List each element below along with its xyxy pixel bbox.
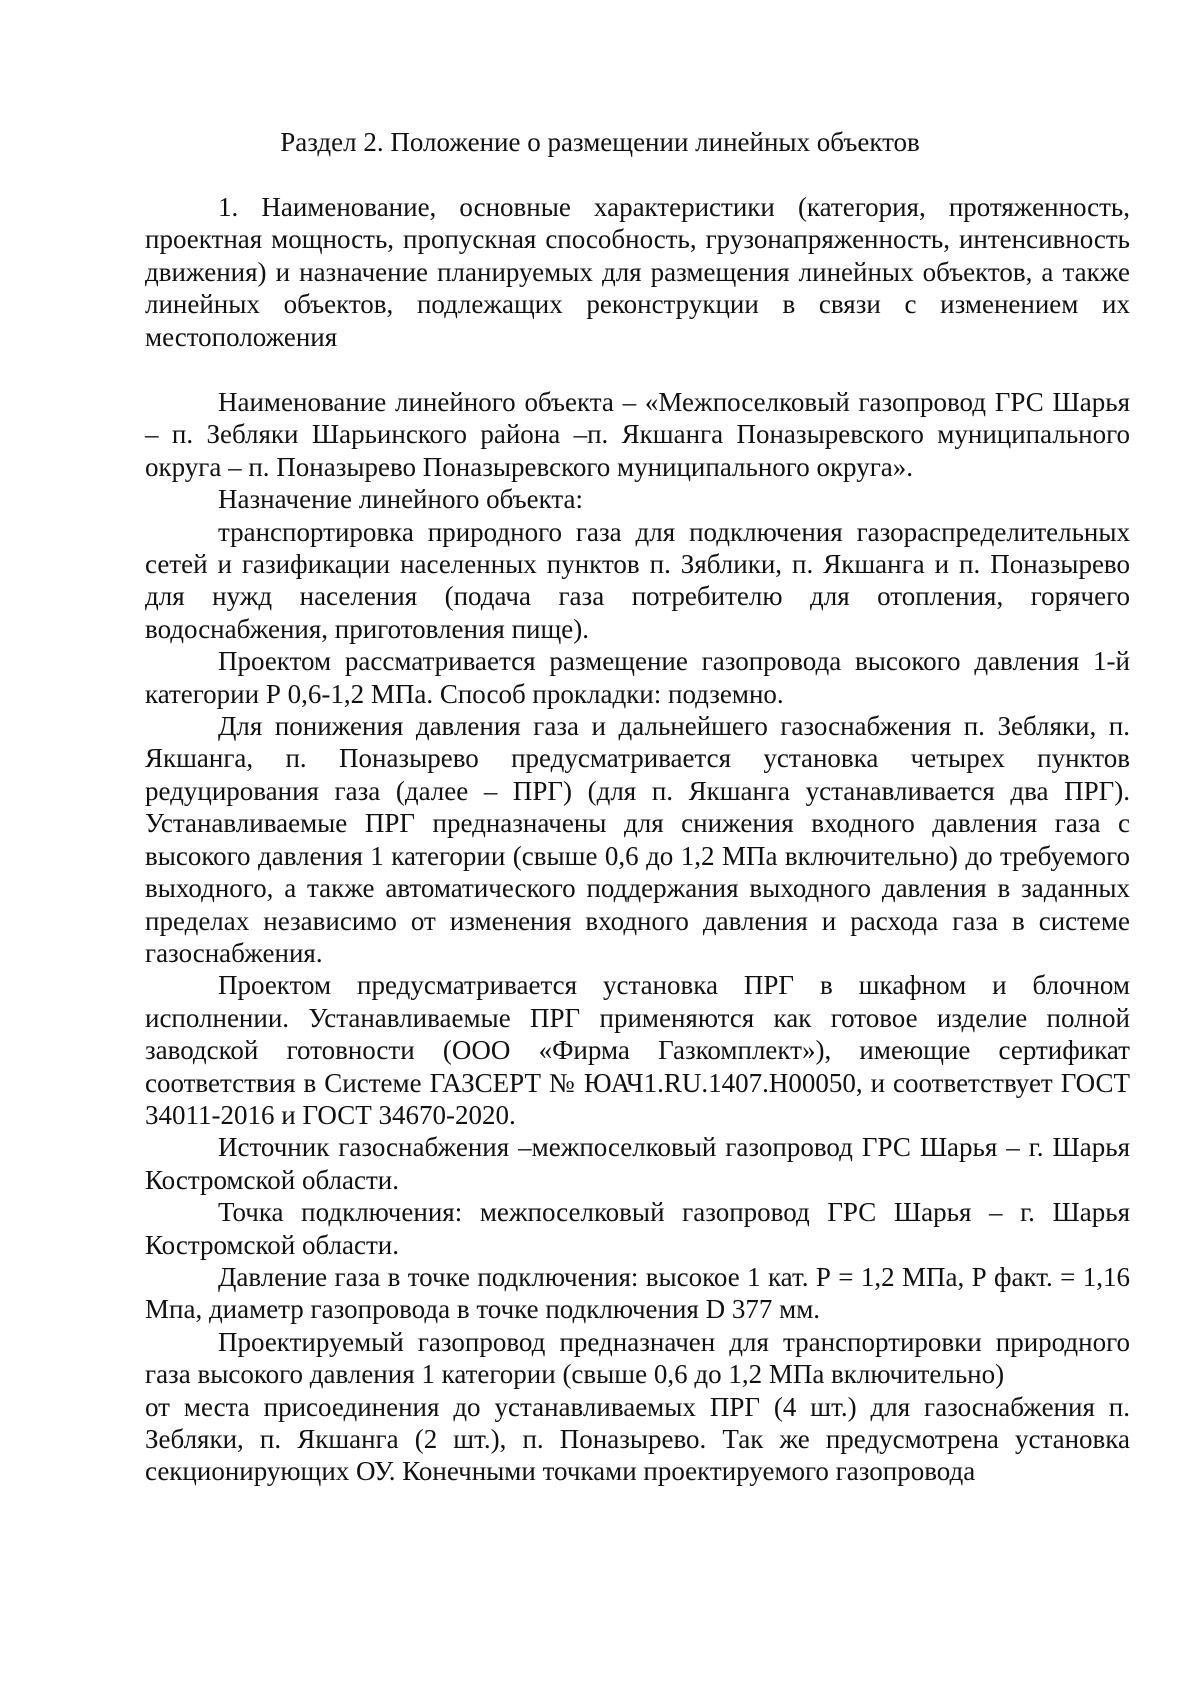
paragraph-connection-point: Точка подключения: межпоселковый газопровод ГРС Шарья – г. Шарья Костромской области.	[145, 1197, 1130, 1260]
section-1-heading-block	[145, 191, 1130, 353]
paragraph-object-name: Наименование линейного объекта – «Межпоселковый газопровод ГРС Шарья – п. Зебляки Шарьинского района –п. Якшанга Поназыревского муниципального округа – п. Поназырево Поназыревского муниципального округа».	[145, 387, 1130, 482]
section-1-heading: 1. Наименование, основные характеристики (категория, протяженность, проектная мощность, пропускная способность, грузонапряженность, интенсивность движения) и назначение планируемых для размещения линейных объектов, а также линейных объектов, подлежащих реконструкции в связи с изменением их местоположения	[145, 192, 1130, 352]
paragraph-connection-pressure: Давление газа в точке подключения: высокое 1 кат. Р = 1,2 МПа, Р факт. = 1,16 Мпа, диаметр газопровода в точке подключения D 377 мм.	[145, 1261, 1130, 1325]
paragraph-purpose-heading: Назначение линейного объекта:	[218, 484, 583, 515]
paragraph-gas-source: Источник газоснабжения –межпоселковый газопровод ГРС Шарья – г. Шарья Костромской области.	[145, 1132, 1130, 1195]
paragraph-prg-installation: Для понижения давления газа и дальнейшего газоснабжения п. Зебляки, п. Якшанга, п. Поназырево предусматривается установка четырех пунктов редуцирования газа (далее – ПРГ) (для п. Якшанга устанавливается два ПРГ). Устанавливаемые ПРГ предназначены для снижения входного давления газа с высокого давления 1 категории (свыше 0,6 до 1,2 МПа включительно) до требуемого выходного, а также автоматического поддержания выходного давления в заданных пределах независимо от изменения входного давления и расхода газа в системе газоснабжения.	[145, 711, 1130, 968]
paragraph-pipeline-continuation: от места присоединения до устанавливаемых ПРГ (4 шт.) для газоснабжения п. Зебляки, п. Якшанга (2 шт.), п. Поназырево. Так же предусмотрена установка секционирующих ОУ. Конечными точками проектируемого газопровода	[145, 1391, 1130, 1487]
section-title: Раздел 2. Положение о размещении линейных объектов	[280, 127, 920, 157]
paragraph-pipeline-purpose: Проектируемый газопровод предназначен для транспортировки природного газа высокого давления 1 категории (свыше 0,6 до 1,2 МПа включительно)	[145, 1326, 1130, 1390]
body-text	[145, 386, 1130, 1488]
paragraph-pressure-category: Проектом рассматривается размещение газопровода высокого давления 1-й категории Р 0,6-1,2 МПа. Способ прокладки: подземно.	[145, 646, 1130, 709]
paragraph-prg-certification: Проектом предусматривается установка ПРГ в шкафном и блочном исполнении. Устанавливаемые ПРГ применяются как готовое изделие полной заводской готовности (ООО «Фирма Газкомплект»), имеющие сертификат соответствия в Системе ГАЗСЕРТ № ЮАЧ1.RU.1407.Н00050, и соответствует ГОСТ 34011-2016 и ГОСТ 34670-2020.	[145, 970, 1130, 1130]
paragraph-purpose-text: транспортировка природного газа для подключения газораспределительных сетей и газификации населенных пунктов п. Зяблики, п. Якшанга и п. Поназырево для нужд населения (подача газа потребителю для отопления, горячего водоснабжения, приготовления пище).	[145, 516, 1130, 644]
